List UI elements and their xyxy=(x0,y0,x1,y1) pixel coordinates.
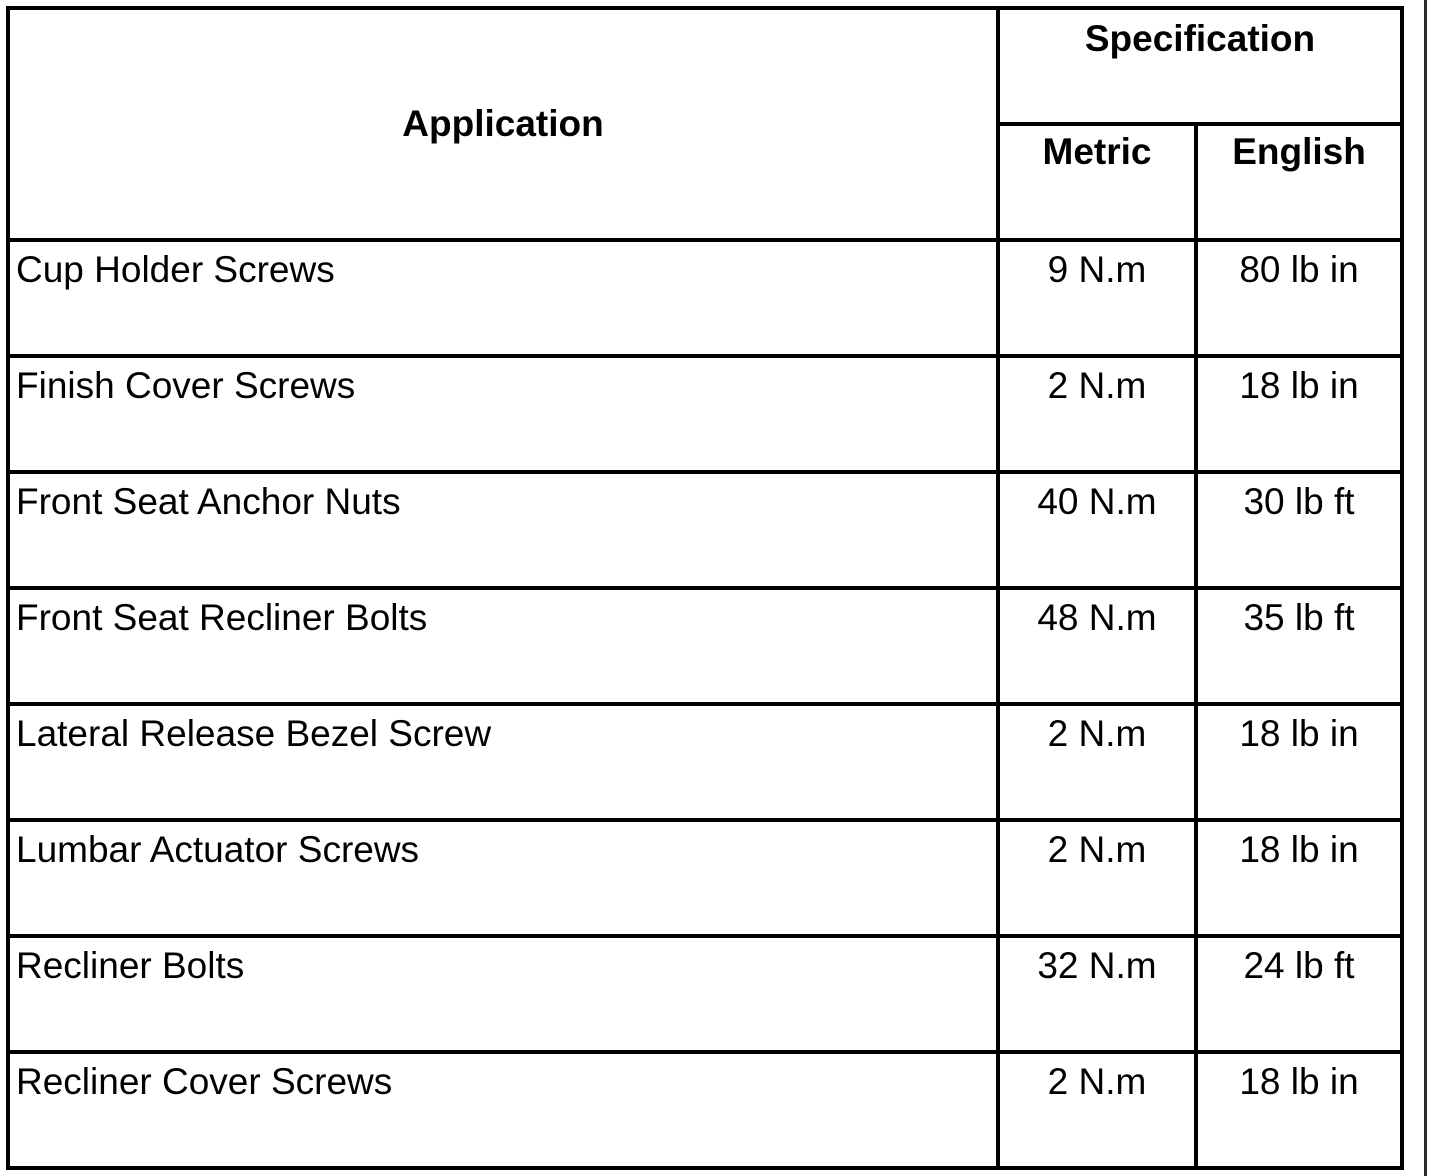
cell-metric: 2 N.m xyxy=(998,356,1196,472)
cell-application: Finish Cover Screws xyxy=(8,356,998,472)
cell-application: Recliner Bolts xyxy=(8,936,998,1052)
table-row xyxy=(8,936,1402,1052)
cell-metric: 48 N.m xyxy=(998,588,1196,704)
table-header xyxy=(8,8,1402,240)
header-application: Application xyxy=(8,8,998,240)
specification-table-container xyxy=(6,6,1404,1170)
table-row xyxy=(8,588,1402,704)
cell-metric: 9 N.m xyxy=(998,240,1196,356)
cell-metric: 32 N.m xyxy=(998,936,1196,1052)
cell-application: Recliner Cover Screws xyxy=(8,1052,998,1168)
cell-metric: 2 N.m xyxy=(998,820,1196,936)
header-metric: Metric xyxy=(998,124,1196,240)
page-edge-rule xyxy=(1424,0,1427,1176)
cell-english: 35 lb ft xyxy=(1196,588,1402,704)
table-row xyxy=(8,820,1402,936)
cell-metric: 2 N.m xyxy=(998,1052,1196,1168)
table-row xyxy=(8,240,1402,356)
table-row xyxy=(8,356,1402,472)
cell-english: 18 lb in xyxy=(1196,1052,1402,1168)
table-row xyxy=(8,472,1402,588)
cell-application: Front Seat Recliner Bolts xyxy=(8,588,998,704)
cell-application: Lumbar Actuator Screws xyxy=(8,820,998,936)
header-english: English xyxy=(1196,124,1402,240)
cell-english: 30 lb ft xyxy=(1196,472,1402,588)
fastener-specification-table xyxy=(6,6,1404,1170)
cell-english: 24 lb ft xyxy=(1196,936,1402,1052)
cell-application: Cup Holder Screws xyxy=(8,240,998,356)
table-row xyxy=(8,704,1402,820)
cell-english: 18 lb in xyxy=(1196,356,1402,472)
cell-application: Lateral Release Bezel Screw xyxy=(8,704,998,820)
cell-metric: 40 N.m xyxy=(998,472,1196,588)
cell-english: 18 lb in xyxy=(1196,704,1402,820)
cell-metric: 2 N.m xyxy=(998,704,1196,820)
table-body xyxy=(8,240,1402,1168)
header-row-top xyxy=(8,8,1402,124)
table-row xyxy=(8,1052,1402,1168)
header-specification: Specification xyxy=(998,8,1402,124)
cell-application: Front Seat Anchor Nuts xyxy=(8,472,998,588)
cell-english: 80 lb in xyxy=(1196,240,1402,356)
cell-english: 18 lb in xyxy=(1196,820,1402,936)
